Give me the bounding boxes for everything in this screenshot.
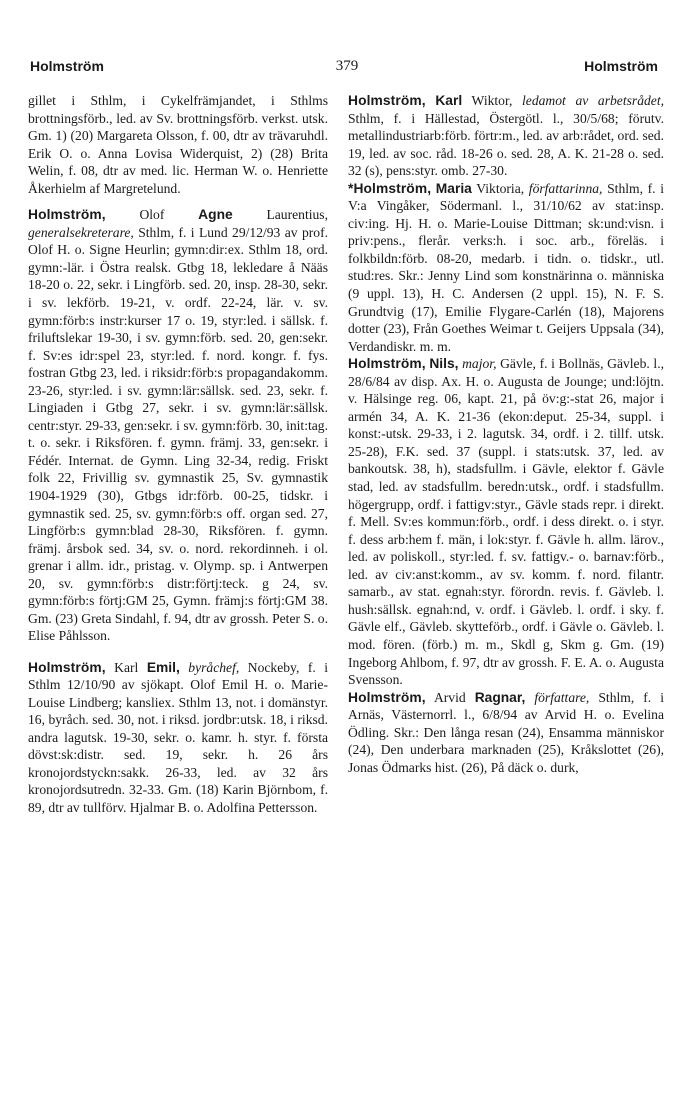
entry-surname: Holmström, xyxy=(28,659,106,675)
entry-given-name: Karl xyxy=(435,93,463,108)
continuation-text: gillet i Sthlm, i Cykelfrämjandet, i Sthlms brottningsförb., led. av Sv. brottningsförb. verkst. utsk. Gm. 1) (20) Margareta Olsson, f. 00, dtr av trävaruhdl. Erik O. o. Anna Lovisa Widerquist, 2) (28) Brita Welin, f. 08, dtr av med. lic. Herman W. o. Henriette Åkerhielm af Margretelund. xyxy=(28,93,328,196)
entry-body: Sthlm, f. i Lund 29/12/93 av prof. Olof H. o. Signe Heurlin; gymn:dir:ex. Sthlm 18, ord. gymn:-lär. i Östra realsk. Gtbg 18, lekledare å Nääs 18-20 o. 22, sekr. i Lingförb. sed. 20, insp. 28-30, sekr. i sv. lekförb. 19-21, v. ordf. 22-24, lär. v. sv. gymn:förb:s instr:kurser 17 o. 19, styr:led. i sällsk. f. friluftslekar 19-30, i sv. gymn:förb. sed. 20, gen:sekr. f. Sv:es idr:spel 23, styr:led. f. nord. kongr. f. fys. fostran Gtbg 23, led. i riksidr:förb:s propagandakomm. 23-26, styr:led. i sv. gymn:lär:sällsk. sed. 23, sekr. f. Lingiaden i Gtbg 27, sekr. i sv. gymn:lär:sällsk. centr:styr. 29-33, gen:sekr. i sv. gymn:förb. 30, init:tag. t. o. sekr. i Riksfören. f. gymn. främj. 33, gen:sekr. i Fédér. Internat. de Gymn. Ling 32-34, redig. Friskt folk 22, Frivillig sv. gymnastik 25, Sv. gymnastik 1904-1929 (30), Gtbgs idr:förb. 00-25, tidskr. i gymnastik sed. 25, sv. gymn:förb:s off. organ sed. 27, Lingförb:s gymn:blad 28-30, Riksfören. f. gymn. främj. årsbok sed. 34, sv. o. nord. rekordinneh. i ol. grenar i allm. idr., pristag. v. Olymp. sp. i Antwerpen 20, sv. gymn:förb:s distr:förtj:teck. g 24, sv. gymn:förb:s förtj:GM 25, Gymn. främj:s förtj:GM 38. Gm. (23) Greta Sindahl, f. 94, dtr av grossh. Peter S. o. Elise Påhlsson. xyxy=(28,224,328,644)
entry-body: Sthlm, f. i Hällestad, Östergötl. l., 30/5/68; förutv. metallindustriarb:förb. förtr:m., led. av arb:rådet, ord. sed. 19, led. av soc. råd. 18-26 o. sed. 28, A. K. 21-28 o. sed. 32 (s), pens:styr. omb. 27-30. xyxy=(348,110,664,179)
entry-given-name: Ragnar, xyxy=(474,689,526,705)
entry-names-after: Laurentius, xyxy=(232,207,328,223)
entry-nils-holmstrom xyxy=(348,355,664,688)
running-head-left: Holmström xyxy=(30,58,104,74)
entry-given-name: Agne xyxy=(198,207,233,223)
entry-names-after: Wiktor, xyxy=(462,93,523,108)
entry-surname: Holmström, xyxy=(28,207,106,223)
entry-maria-holmstrom xyxy=(348,180,664,355)
page-number: 379 xyxy=(335,58,359,74)
entry-surname: Holmström, xyxy=(348,689,426,705)
entry-given-name: Nils, xyxy=(429,356,459,372)
entry-names-before: Karl xyxy=(105,659,147,675)
entry-title: major, xyxy=(462,356,497,372)
entry-names-after xyxy=(525,690,534,705)
left-column xyxy=(28,92,328,830)
entry-body: Gävle, f. i Bollnäs, Gävleb. l., 28/6/84 av disp. Ax. H. o. Augusta de Jounge; und:löjtn. v. Hälsinge reg. 06, kapt. 21, på öv:g:-stat 26, major i armén 34, A. K. 21-36 (ekon:deput. 25-34, suppl. i konst:-utsk. 29-33, i 2. lagutsk. 34, ordf. i 2. tillf. utsk. 25-28), F.K. sed. 37 (suppl. i stats:utsk. 37, led. av bankoutsk. 38, h), stadsfullm. i Gävle, elektor f. Gävle stad, led. av stadsfullm. beredn:utsk., ordf. i stadsfullm. högergrupp, ordf. i fattigv:styr., Gävle stads repr. i direkt. f. Mell. Sv:es kommun:förb., ordf. i dess direkt. o. i styr. f. dess arb:hem f. män, i lok:styr. f. Gävle h. allm. lärov., led. av poliskoll., styr:led. f. sv. fattigv.- o. barnav:förb., led. av civ:anst:komm., av sv. komm. f. nord. filantr. samarb., av stat. egnah:styr. förordn. revis. f. Gävleb. l. hush:sällsk. egnah:nd, v. ordf. i Gävleb. l. ordf. i sky. f. Gävle elf., Gävleb. skytteförb., ordf. i Gävle o. Gävleb. l. mod. fören. (förb.) m. m., Skdl g, Skm g. Gm. (19) Ingeborg Ahlbom, f. 97, dtr av grossh. F. E. A. o. Augusta Svensson. xyxy=(348,356,664,688)
entry-names-before: Arvid xyxy=(425,689,475,705)
entry-given-name: Maria xyxy=(435,180,472,196)
entry-given-name: Emil, xyxy=(146,659,180,675)
right-column xyxy=(348,92,664,776)
entry-surname: Holmström, xyxy=(348,93,426,108)
entry-title: generalsekreterare, xyxy=(28,224,134,240)
entry-ragnar-holmstrom xyxy=(348,689,664,777)
entry-names-after: Viktoria, xyxy=(471,180,529,196)
page-header xyxy=(28,58,666,82)
entry-title: författare, xyxy=(534,689,590,705)
entry-agne-holmstrom xyxy=(28,206,328,645)
entry-emil-holmstrom xyxy=(28,659,328,817)
running-head-right: Holmström xyxy=(584,58,658,74)
entry-title: byråchef, xyxy=(188,659,240,675)
entry-karl-holmstrom xyxy=(348,92,664,180)
entry-body: Nockeby, f. i Sthlm 12/10/90 av sjökapt. Olof Emil H. o. Marie-Louise Lindberg; kansliex. Sthlm 13, not. i domänstyr. 16, byråch. sed. 30, not. i riksd. jordbr:utsk. 18, i riksd. andra lagutsk. 19-30, sekr. o. kamr. h. styr. f. första dövst:sk:distr. sed. 19, sekr. h. 26 års kronojordstyckn:sakk. 26-33, led. av 32 års kronojordsutredn. 32-33. Gm. (18) Karin Björnbom, f. 89, dtr av tullförv. Hjalmar B. o. Adolfina Pettersson. xyxy=(28,659,329,815)
entry-title: författarinna, xyxy=(528,180,603,196)
entry-names-before: Olof xyxy=(105,207,199,223)
entry-body: Sthlm, f. i Arnäs, Västernorrl. l., 6/8/94 av Arvid H. o. Evelina Ödling. Skr.: Den långa resan (24), Ensamma människor (24), Den underbara marknaden (25), Kråkslottet (26), Jonas Ödmarks hist. (26), På däck o. durk, xyxy=(348,689,664,775)
entry-surname: *Holmström, xyxy=(348,180,432,196)
entry-surname: Holmström, xyxy=(348,356,426,372)
entry-body: Sthlm, f. i V:a Vingåker, Södermanl. l., 31/10/62 av stat:insp. civ:ing. Hj. H. o. Marie-Louise Dittman; sk:und:visn. i priv:pens., flerår. verks:h. i soc. arb., föreläs. i folkbildn:förb. 08-20, medarb. i tidn. o. tidskr., utl. stud:res. Skr.: Jenny Lind som konstnärinna o. människa (9 uppl. 13), H. C. Andersen (2 uppl. 15), N. F. S. Grundtvig (17), Emilie Flygare-Carlén (18), Majorens dotter (23), Från Goethes Weimar t. Geijers Uppsala (34), Verdandiskr. m. m. xyxy=(348,180,664,354)
entry-title: ledamot av arbetsrådet, xyxy=(522,93,664,108)
